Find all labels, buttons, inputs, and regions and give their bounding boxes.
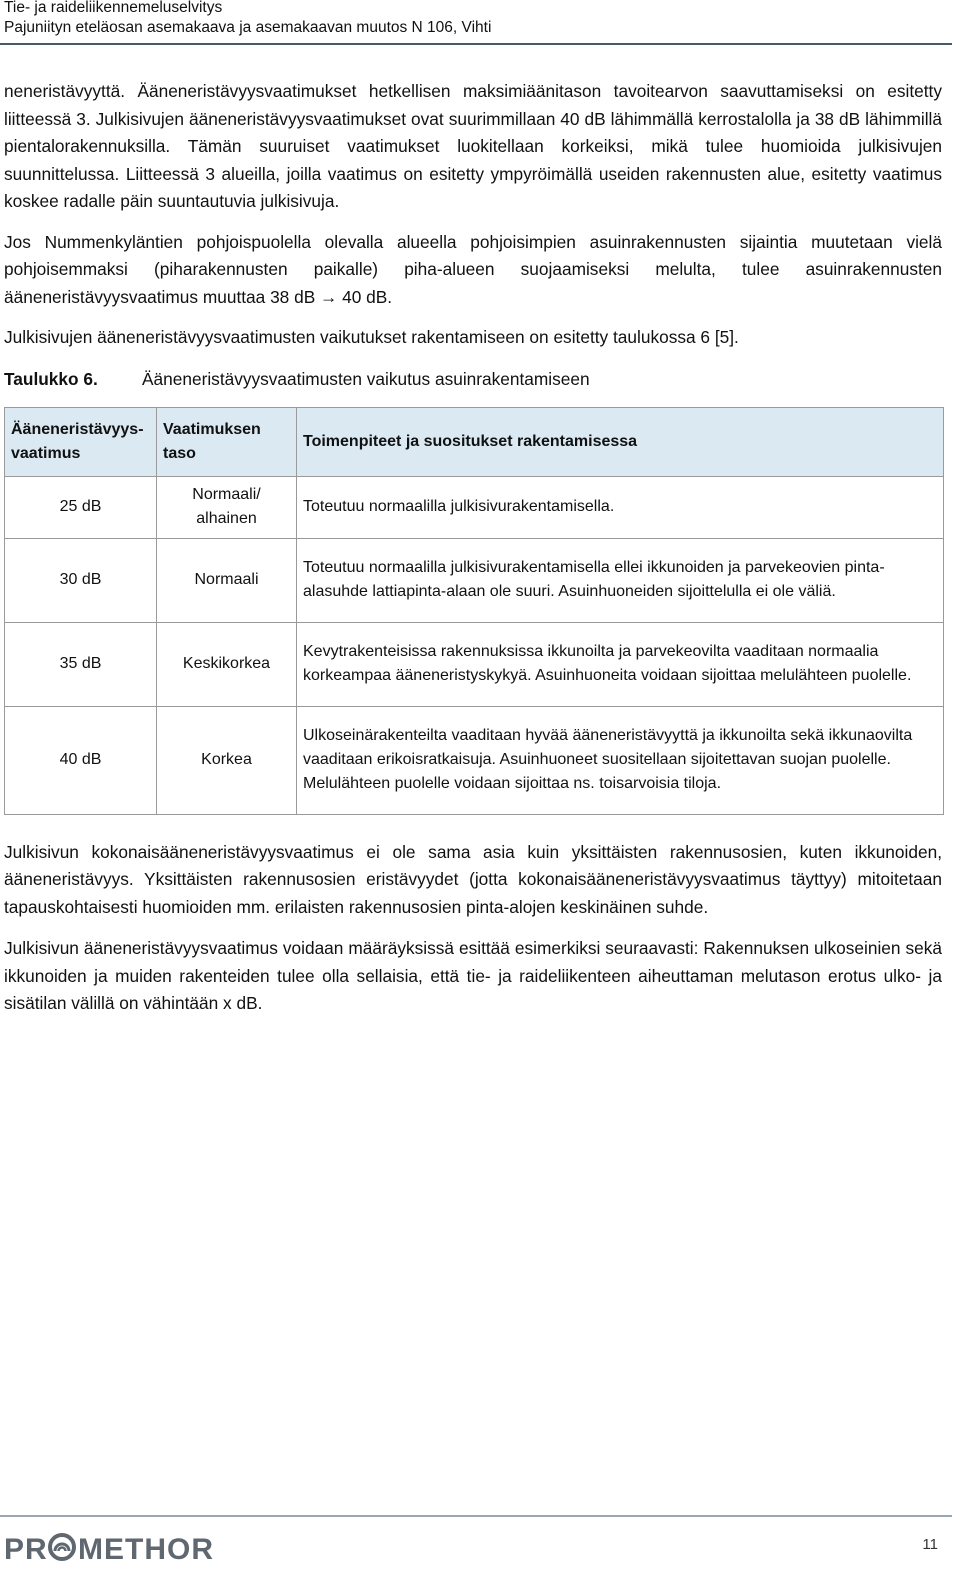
cell-measures: Toteutuu normaalilla julkisivurakentamisella.	[297, 476, 944, 538]
page-number: 11	[922, 1536, 938, 1553]
body-paragraph-3: Julkisivujen ääneneristävyysvaatimusten vaikutukset rakentamiseen on esitetty taulukossa 6 [5].	[4, 327, 739, 347]
project-subtitle: Pajuniityn eteläosan asemakaava ja asemakaavan muutos N 106, Vihti	[4, 19, 492, 36]
body-paragraph-2: Jos Nummenkyläntien pohjoispuolella olevalla alueella pohjoisimpien asuinrakennusten sijaintia muutetaan vielä pohjoisemmaksi (piharakennusten paikalle) piha-alueen suojaamiseksi melulta, tulee asuinrakennusten ääneneristävyysvaatimus muuttaa 38 dB → 40 dB.	[4, 231, 942, 307]
insulation-requirements-table	[4, 407, 944, 815]
promethor-logo	[4, 1531, 254, 1565]
header-requirement: Ääneneristävyys-vaatimus	[5, 407, 157, 476]
cell-measures: Kevytrakenteisissa rakennuksissa ikkunoilta ja parvekeovilta vaaditaan normaalia korkeampaa ääneneristyskykyä. Asuinhuoneita voidaan sijoittaa melulähteen puolelle.	[297, 622, 944, 706]
promethor-logo-mark	[4, 1531, 254, 1565]
header-divider	[0, 43, 952, 45]
body-paragraph-4: Julkisivun kokonaisääneneristävyysvaatimus ei ole sama asia kuin yksittäisten rakennusosien, kuten ikkunoiden, ääneneristävyys. Yksittäisten rakennusosien eristävyydet (jotta kokonaisääneneristävyysvaatimus täyttyy) mitoitetaan tapauskohtaisesti huomioiden mm. erilaisten rakennusosien pinta-alojen keskinäinen suhde.	[4, 841, 942, 917]
table-caption	[4, 366, 942, 393]
cell-requirement: 35 dB	[5, 622, 157, 706]
table-header-row	[5, 407, 944, 476]
cell-level: Normaali/ alhainen	[157, 476, 297, 538]
cell-measures: Toteutuu normaalilla julkisivurakentamisella ellei ikkunoiden ja parvekeovien pinta-alasuhde lattiapinta-alaan ole suuri. Asuinhuoneiden sijoittelulla ei ole väliä.	[297, 538, 944, 622]
page-body	[4, 78, 942, 1018]
table-row	[5, 622, 944, 706]
footer-divider	[0, 1515, 952, 1517]
header-level: Vaatimuksen taso	[157, 407, 297, 476]
svg-text:PR: PR	[4, 1533, 48, 1565]
cell-requirement: 40 dB	[5, 706, 157, 814]
body-paragraph-5: Julkisivun ääneneristävyysvaatimus voidaan määräyksissä esittää esimerkiksi seuraavasti: Rakennuksen ulkoseinien sekä ikkunoiden ja muiden rakenteiden tulee olla sellaisia, että tie- ja raideliikenteen aiheuttaman melutason erotus ulko- ja sisätilan välillä on vähintään x dB.	[4, 938, 942, 1013]
page-header	[4, 0, 954, 38]
table-caption-label: Taulukko 6.	[4, 368, 98, 389]
cell-requirement: 25 dB	[5, 476, 157, 538]
cell-measures: Ulkoseinärakenteilta vaaditaan hyvää ääneneristävyyttä ja ikkunoilta sekä ikkunaovilta vaaditaan erikoisratkaisuja. Asuinhuoneet suositellaan sijoitettavan suojan puolelle. Melulähteen puolelle voidaan sijoittaa ns. toisarvoisia tiloja.	[297, 706, 944, 814]
report-title: Tie- ja raideliikennemeluselvitys	[4, 0, 223, 16]
header-measures: Toimenpiteet ja suositukset rakentamisessa	[297, 407, 944, 476]
body-paragraph-1: neneristävyyttä. Ääneneristävyysvaatimukset hetkellisen maksimiäänitason tavoitearvon saavuttamiseksi on esitetty liitteessä 3. Julkisivujen ääneneristävyysvaatimukset ovat suurimmillaan 40 dB lähimmällä kerrostalolla ja 38 dB lähimmillä pientalorakennuksilla. Tämän suuruiset vaatimukset luokitellaan korkeiksi, mikä tulee huomioida julkisivujen suunnittelussa. Liitteessä 3 alueilla, joilla vaatimus on esitetty ympyröimällä useiden rakennusten alue, esitetty vaatimus koskee radalle päin suuntautuvia julkisivuja.	[4, 81, 942, 211]
cell-requirement: 30 dB	[5, 538, 157, 622]
table-caption-text: Ääneneristävyysvaatimusten vaikutus asuinrakentamiseen	[142, 368, 590, 389]
cell-level: Keskikorkea	[157, 622, 297, 706]
cell-level: Korkea	[157, 706, 297, 814]
table-row	[5, 706, 944, 814]
table-row	[5, 538, 944, 622]
svg-text:METHOR: METHOR	[78, 1533, 214, 1565]
cell-level: Normaali	[157, 538, 297, 622]
table-row	[5, 476, 944, 538]
